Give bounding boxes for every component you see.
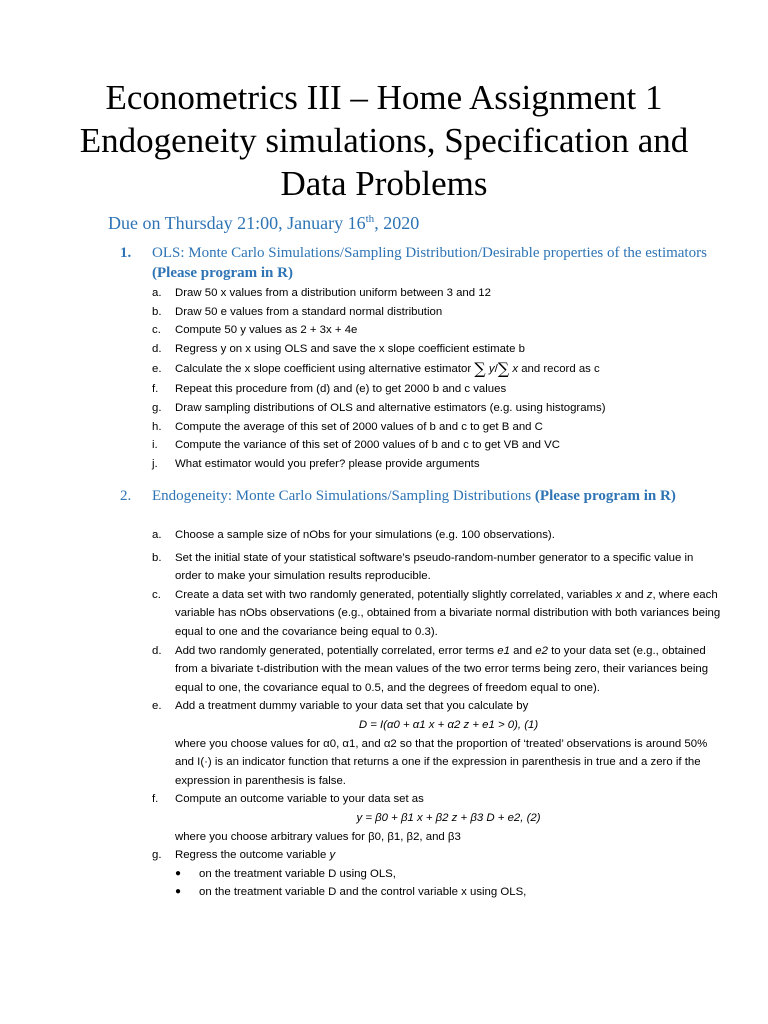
due-prefix: Due on Thursday 21:00, January 16 (108, 213, 366, 233)
item-text: Add a treatment dummy variable to your data set that you calculate by (175, 700, 529, 713)
variable-e2: e2 (535, 644, 548, 657)
list-item (152, 399, 722, 418)
list-item (152, 321, 722, 340)
bullet-icon: ● (175, 867, 182, 879)
equation-1: D = I(α0 + α1 x + α2 z + e1 > 0), (1) (358, 718, 539, 731)
bullet-text: on the treatment variable D using OLS, (199, 867, 396, 880)
item-text: to your data set (e.g., obtained from a bivariate t-distribution with the mean values of the two error terms being zero, their variances being equal to one, the covariance equal to 0.5, and the degrees of freedom equal to one). (175, 644, 709, 694)
item-marker: a. (152, 529, 162, 541)
variable-e1: e1 (497, 644, 510, 657)
formula-x: x (512, 363, 519, 376)
item-text: Compute an outcome variable to your data set as (175, 793, 424, 806)
item-text: and record as c (521, 363, 600, 376)
bullet-item (175, 883, 722, 902)
item-text: , where each variable has nObs observations (e.g., obtained from a bivariate normal distribution with both variances being equal to one and the covariance being equal to 0.3). (175, 588, 721, 638)
section-2-heading (120, 486, 720, 506)
section-1-heading (120, 243, 720, 283)
item-text: Repeat this procedure from (d) and (e) to get 2000 b and c values (175, 383, 507, 396)
item-marker: j. (152, 457, 158, 470)
list-item (152, 340, 722, 359)
item-text: Draw sampling distributions of OLS and alternative estimators (e.g. using histograms) (175, 401, 606, 414)
section-2-text: Endogeneity: Monte Carlo Simulations/Sampling Distributions (152, 488, 532, 504)
list-item: e. Calculate the x slope coefficient using alternative estimator ∑ y/∑ x and record as c (152, 359, 600, 379)
list-item (152, 790, 722, 846)
section-2-list (152, 526, 722, 902)
due-suffix: , 2020 (374, 213, 420, 233)
list-item (152, 526, 722, 545)
due-superscript: th (365, 213, 375, 225)
sum-symbol: ∑ (497, 359, 510, 379)
item-text: where you choose values for α0, α1, and α2 so that the proportion of ‘treated’ observations is around 50% and I(·) is an indicator function that returns a one if the expression in parenthesis in true and a zero if the expression in parenthesis is false. (175, 737, 708, 787)
item-marker: a. (152, 287, 162, 299)
section-2-emphasis: (Please program in R) (534, 488, 676, 504)
item-marker: d. (152, 644, 162, 657)
item-marker: b. (152, 305, 162, 318)
item-marker: c. (152, 588, 161, 601)
item-marker: f. (152, 793, 159, 806)
section-1-list (152, 284, 722, 473)
item-text: Compute the variance of this set of 2000 values of b and c to get VB and VC (175, 439, 560, 452)
item-marker: g. (152, 401, 162, 414)
section-2-number: 2. (120, 488, 132, 504)
variable-z: z (646, 588, 653, 601)
item-text: and (624, 588, 644, 601)
item-marker: h. (152, 420, 162, 433)
item-text: Regress the outcome variable (175, 849, 327, 862)
item-text: Create a data set with two randomly generated, potentially slightly correlated, variables (175, 588, 613, 601)
item-marker: d. (152, 342, 162, 355)
item-marker: e. (152, 700, 162, 713)
list-item (152, 549, 722, 586)
list-item (152, 436, 722, 455)
item-text: Compute the average of this set of 2000 values of b and c to get B and C (175, 420, 543, 433)
list-item (152, 418, 722, 437)
list-item (152, 642, 722, 698)
item-marker: e. (152, 363, 162, 376)
section-1-emphasis: (Please program in R) (152, 265, 293, 281)
variable-x: x (615, 588, 622, 601)
title-line-1: Econometrics III – Home Assignment 1 (105, 78, 663, 117)
item-text: Add two randomly generated, potentially correlated, error terms (175, 644, 495, 657)
item-text: What estimator would you prefer? please provide arguments (175, 457, 480, 470)
item-text: Set the initial state of your statistical software’s pseudo-random-number generator to a specific value in order to make your simulation results reproducible. (175, 551, 694, 583)
due-date-heading (108, 213, 419, 234)
item-marker: c. (152, 324, 161, 337)
list-item (152, 846, 722, 902)
document-title (60, 76, 708, 205)
item-text: Calculate the x slope coefficient using alternative estimator (175, 363, 472, 376)
item-text: Regress y on x using OLS and save the x slope coefficient estimate b (175, 342, 525, 355)
section-1-number: 1. (120, 245, 132, 261)
bullet-list (175, 865, 722, 902)
list-item (152, 697, 722, 790)
list-item (152, 303, 722, 322)
title-line-2: Endogeneity simulations, Specification and (79, 121, 689, 160)
sum-symbol: ∑ (474, 359, 486, 379)
title-line-3: Data Problems (280, 164, 488, 203)
bullet-text: on the treatment variable D and the control variable x using OLS, (199, 886, 527, 899)
list-item (152, 455, 722, 474)
item-text: Draw 50 e values from a standard normal distribution (175, 305, 443, 318)
item-text: and (513, 644, 533, 657)
item-marker: f. (152, 383, 159, 396)
bullet-item (175, 865, 722, 884)
equation-2: y = β0 + β1 x + β2 z + β3 D + e2, (2) (356, 811, 541, 824)
item-marker: g. (152, 849, 162, 862)
bullet-icon: ● (175, 886, 182, 898)
variable-y: y (329, 849, 336, 862)
list-item (152, 586, 722, 642)
item-text: where you choose arbitrary values for β0, β1, β2, and β3 (175, 830, 461, 843)
section-1-text: OLS: Monte Carlo Simulations/Sampling Distribution/Desirable properties of the estimators (152, 245, 707, 261)
item-text: Draw 50 x values from a distribution uniform between 3 and 12 (175, 287, 491, 299)
item-text: Compute 50 y values as 2 + 3x + 4e (175, 324, 358, 337)
item-marker: b. (152, 551, 162, 564)
item-marker: i. (152, 439, 158, 452)
item-text: Choose a sample size of nObs for your simulations (e.g. 100 observations). (175, 529, 555, 541)
list-item (152, 380, 722, 399)
list-item (152, 284, 722, 303)
formula-y: y (488, 363, 495, 376)
